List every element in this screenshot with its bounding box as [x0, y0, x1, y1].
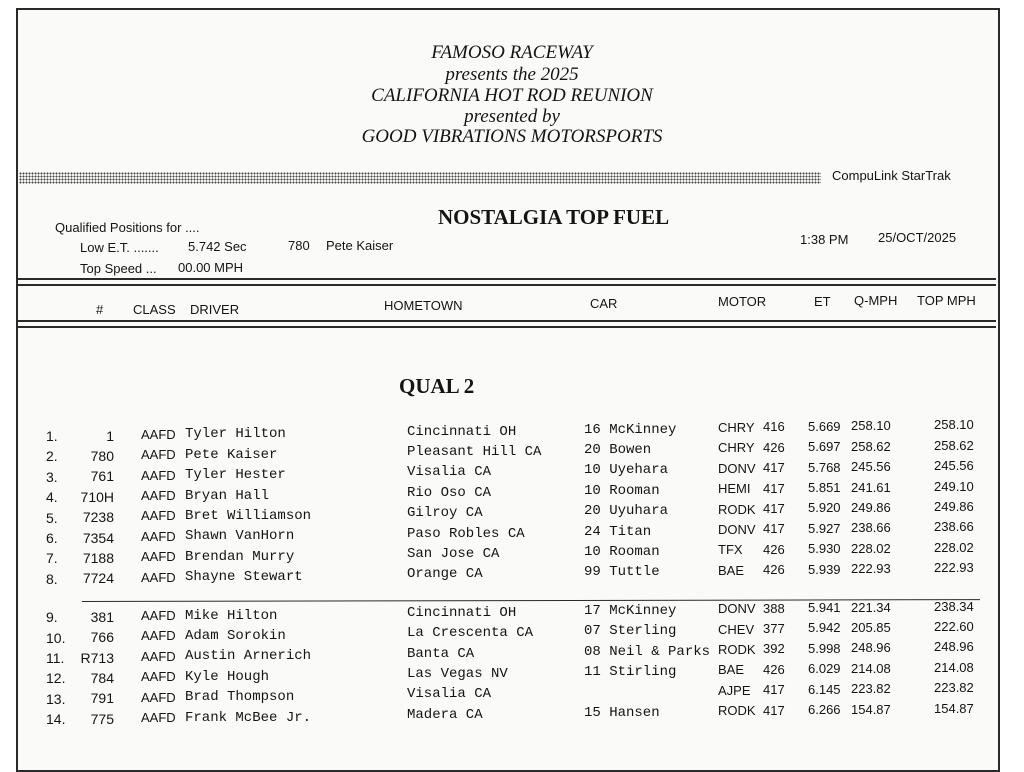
cell-motor: RODK — [718, 703, 756, 719]
cell-pos: 12. — [46, 670, 66, 687]
cell-motor: CHRY — [718, 419, 755, 435]
cell-pos: 5. — [46, 509, 58, 526]
cell-qmph: 249.86 — [851, 499, 891, 515]
cell-topmph: 154.87 — [934, 700, 974, 716]
col-topmph: TOP MPH — [917, 293, 976, 308]
cell-num: 761 — [90, 468, 114, 485]
cell-num: 7354 — [82, 529, 114, 546]
cell-hometown: Banta CA — [407, 645, 475, 662]
low-et-driver: Pete Kaiser — [326, 238, 394, 253]
cell-hometown: Cincinnati OH — [407, 604, 517, 621]
cell-et: 5.998 — [808, 640, 841, 656]
cell-hometown: Visalia CA — [407, 464, 492, 481]
cell-car: 24 Titan — [584, 523, 652, 540]
col-hometown: HOMETOWN — [384, 298, 463, 313]
cell-motor: DONV — [718, 521, 756, 537]
date-stamp: 25/OCT/2025 — [878, 230, 957, 245]
cell-et: 5.768 — [808, 459, 841, 475]
top-speed-label: Top Speed ... — [80, 261, 157, 276]
cell-car: 17 McKinney — [584, 602, 677, 619]
cell-car: 20 Uyuhara — [584, 503, 669, 520]
cell-driver: Mike Hilton — [185, 607, 278, 624]
cell-hometown: Visalia CA — [407, 686, 492, 703]
cell-qmph: 154.87 — [851, 701, 891, 717]
cell-qmph: 238.66 — [851, 520, 891, 536]
cell-hometown: Rio Oso CA — [407, 484, 492, 501]
cell-hometown: Pleasant Hill CA — [407, 444, 542, 461]
cell-cls: AAFD — [141, 426, 176, 442]
cell-cls: AAFD — [141, 488, 176, 504]
cell-num: 710H — [80, 488, 114, 505]
cell-qmph: 241.61 — [851, 479, 891, 495]
cell-driver: Adam Sorokin — [185, 627, 286, 644]
cell-pos: 10. — [46, 629, 66, 646]
cell-topmph: 222.93 — [934, 560, 974, 576]
cell-driver: Brendan Murry — [185, 548, 295, 565]
cell-cls: AAFD — [141, 689, 176, 705]
header-line-3: CALIFORNIA HOT ROD REUNION — [371, 85, 653, 106]
cell-et: 5.930 — [808, 541, 841, 557]
cell-car: 10 Rooman — [584, 543, 660, 560]
cell-cls: AAFD — [141, 648, 176, 664]
cell-cid: 417 — [763, 521, 785, 537]
low-et-value: 5.742 Sec — [188, 239, 247, 254]
cell-cls: AAFD — [141, 467, 176, 483]
cell-pos: 4. — [46, 489, 58, 506]
cell-driver: Kyle Hough — [185, 668, 270, 685]
cell-et: 5.851 — [808, 480, 841, 496]
cell-et: 6.029 — [808, 661, 841, 677]
cell-cid: 426 — [763, 541, 785, 557]
cell-cid: 392 — [763, 641, 785, 657]
system-label: CompuLink StarTrak — [832, 168, 951, 183]
cell-num: 775 — [90, 710, 114, 727]
dotted-banner — [19, 172, 821, 184]
cell-car: 10 Rooman — [584, 482, 660, 499]
cell-driver: Pete Kaiser — [185, 446, 278, 463]
cell-pos: 1. — [46, 428, 58, 444]
cell-topmph: 228.02 — [934, 539, 974, 555]
header-line-1: FAMOSO RACEWAY — [431, 42, 593, 63]
cell-pos: 7. — [46, 550, 58, 567]
session-title: QUAL 2 — [399, 374, 475, 398]
cell-motor: AJPE — [718, 682, 751, 698]
col-num: # — [96, 302, 104, 317]
cell-topmph: 238.34 — [934, 598, 974, 614]
cell-pos: 6. — [46, 530, 58, 546]
cell-topmph: 258.10 — [934, 417, 974, 433]
cell-qmph: 258.10 — [851, 418, 891, 434]
col-car: CAR — [590, 296, 618, 311]
cell-cls: AAFD — [141, 508, 176, 524]
cell-qmph: 248.96 — [851, 640, 891, 656]
cell-motor: DONV — [718, 460, 756, 476]
cell-motor: CHEV — [718, 621, 755, 637]
cell-cls: AAFD — [141, 549, 176, 565]
cell-hometown: Orange CA — [407, 566, 483, 583]
cell-qmph: 245.56 — [851, 459, 891, 475]
cell-num: 7188 — [82, 550, 114, 567]
cell-motor: DONV — [718, 601, 756, 617]
cell-topmph: 223.82 — [934, 680, 974, 696]
col-et: ET — [814, 294, 831, 309]
cell-hometown: Gilroy CA — [407, 505, 483, 522]
cell-num: 780 — [90, 448, 114, 465]
col-qmph: Q-MPH — [854, 293, 898, 308]
cell-cls: AAFD — [141, 669, 176, 685]
cell-cls: AAFD — [141, 528, 176, 544]
cell-et: 5.939 — [808, 561, 841, 577]
cell-et: 5.920 — [808, 500, 841, 516]
cell-cid: 416 — [763, 419, 785, 435]
event-class-title: NOSTALGIA TOP FUEL — [438, 205, 670, 229]
cell-num: 7238 — [82, 509, 114, 526]
cell-car: 99 Tuttle — [584, 564, 660, 581]
cell-hometown: Paso Robles CA — [407, 525, 525, 542]
cell-cid: 377 — [763, 620, 785, 636]
cell-num: 791 — [90, 690, 114, 707]
cell-hometown: Cincinnati OH — [407, 423, 517, 440]
cell-qmph: 223.82 — [851, 681, 891, 697]
cell-et: 5.927 — [808, 520, 841, 536]
cell-cid: 388 — [763, 600, 785, 616]
cell-num: R713 — [80, 649, 114, 666]
cell-cls: AAFD — [141, 447, 176, 463]
cell-et: 5.941 — [808, 600, 841, 616]
cell-driver: Brad Thompson — [185, 689, 295, 706]
qualified-label: Qualified Positions for .... — [55, 220, 200, 235]
cell-num: 1 — [106, 427, 114, 444]
low-et-car: 780 — [288, 238, 310, 253]
cell-num: 381 — [90, 608, 114, 625]
cell-topmph: 258.62 — [934, 437, 974, 453]
cell-car: 15 Hansen — [584, 704, 660, 721]
cell-car: 07 Sterling — [584, 623, 677, 640]
cell-qmph: 214.08 — [851, 660, 891, 676]
cell-topmph: 248.96 — [934, 639, 974, 655]
cell-hometown: Madera CA — [407, 706, 483, 723]
cell-cid: 417 — [763, 682, 785, 698]
cell-num: 766 — [90, 629, 114, 646]
col-driver: DRIVER — [190, 302, 240, 317]
cell-topmph: 249.86 — [934, 498, 974, 514]
low-et-label: Low E.T. ....... — [80, 240, 159, 255]
cell-motor: HEMI — [718, 481, 751, 497]
cell-motor: TFX — [718, 542, 743, 558]
header-line-2: presents the 2025 — [445, 64, 579, 85]
header-rule-bottom-2 — [18, 326, 996, 328]
cell-pos: 8. — [46, 570, 58, 587]
cell-num: 784 — [90, 670, 114, 687]
cell-cls: AAFD — [141, 569, 176, 585]
cell-topmph: 249.10 — [934, 478, 974, 494]
cell-qmph: 205.85 — [851, 619, 891, 635]
cell-cls: AAFD — [141, 608, 176, 624]
cell-driver: Austin Arnerich — [185, 648, 312, 665]
cell-num: 7724 — [82, 570, 114, 587]
cell-cls: AAFD — [141, 628, 176, 644]
cell-hometown: San Jose CA — [407, 546, 500, 563]
cell-motor: RODK — [718, 641, 756, 657]
cell-cid: 426 — [763, 562, 785, 578]
cell-car: 08 Neil & Parks — [584, 643, 711, 660]
cell-pos: 13. — [46, 690, 66, 707]
cell-et: 5.942 — [808, 620, 841, 636]
cell-pos: 11. — [46, 650, 65, 666]
cell-hometown: Las Vegas NV — [407, 666, 508, 683]
cell-motor: CHRY — [718, 440, 755, 456]
header-rule-bottom-1 — [18, 320, 996, 322]
header-rule-top-2 — [18, 284, 996, 286]
cell-cid: 426 — [763, 439, 785, 455]
cell-driver: Tyler Hester — [185, 467, 286, 484]
cell-motor: BAE — [718, 562, 745, 578]
cell-car: 16 McKinney — [584, 421, 677, 438]
cell-topmph: 222.60 — [934, 618, 974, 634]
cell-et: 5.669 — [808, 418, 841, 434]
cell-cls: AAFD — [141, 710, 176, 726]
time-stamp: 1:38 PM — [800, 232, 849, 247]
cell-car: 11 Stirling — [584, 663, 677, 680]
cell-car: 20 Bowen — [584, 441, 652, 458]
cell-driver: Shawn VanHorn — [185, 528, 295, 545]
cell-motor: RODK — [718, 501, 756, 517]
cell-cid: 417 — [763, 702, 785, 718]
cell-qmph: 222.93 — [851, 561, 891, 577]
header-line-5: GOOD VIBRATIONS MOTORSPORTS — [361, 126, 663, 147]
col-motor: MOTOR — [718, 294, 767, 309]
cell-pos: 14. — [46, 711, 66, 728]
cell-et: 6.266 — [808, 702, 841, 718]
cell-et: 5.697 — [808, 439, 841, 455]
cell-driver: Bret Williamson — [185, 507, 312, 524]
cell-driver: Tyler Hilton — [185, 426, 286, 443]
cell-qmph: 258.62 — [851, 438, 891, 454]
cell-topmph: 238.66 — [934, 519, 974, 535]
cell-pos: 3. — [46, 468, 58, 485]
cell-car: 10 Uyehara — [584, 462, 669, 479]
header-rule-top-1 — [18, 278, 996, 280]
cell-driver: Frank McBee Jr. — [185, 709, 312, 726]
cell-cid: 417 — [763, 500, 785, 516]
cell-topmph: 214.08 — [934, 659, 974, 675]
cell-qmph: 228.02 — [851, 540, 891, 556]
cell-qmph: 221.34 — [851, 599, 891, 615]
cell-hometown: La Crescenta CA — [407, 625, 534, 642]
cell-cid: 417 — [763, 460, 785, 476]
cell-et: 6.145 — [808, 681, 841, 697]
cell-cid: 426 — [763, 661, 785, 677]
top-speed-value: 00.00 MPH — [178, 260, 244, 275]
cell-driver: Shayne Stewart — [185, 569, 303, 586]
cell-cid: 417 — [763, 480, 785, 496]
header-line-4: presented by — [464, 106, 560, 127]
cell-motor: BAE — [718, 662, 745, 678]
cell-pos: 2. — [46, 448, 58, 465]
cell-driver: Bryan Hall — [185, 487, 270, 504]
col-class: CLASS — [133, 302, 176, 317]
cell-topmph: 245.56 — [934, 458, 974, 474]
cell-pos: 9. — [46, 609, 58, 626]
